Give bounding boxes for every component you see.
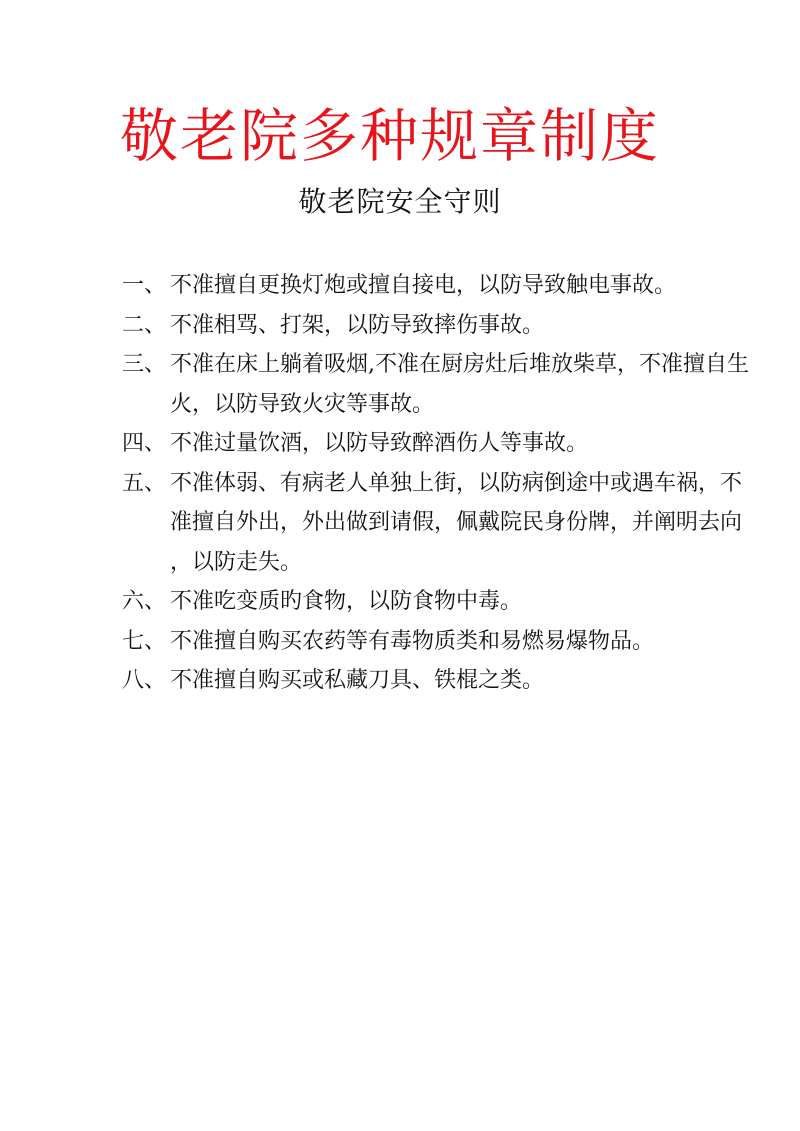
section-title: 敬老院安全守则	[298, 185, 502, 218]
rule-text: 不准擅自购买农药等有毒物质类和易燃易爆物品。	[170, 628, 655, 654]
rule-text: 不准体弱、有病老人单独上街，以防病倒途中或遇车祸，不准擅自外出，外出做到请假，佩戴院民身份牌，并阐明去向，以防走失。	[170, 470, 743, 575]
rule-number: 六、	[122, 589, 167, 614]
rule-item	[122, 622, 762, 662]
rule-text: 不准擅自更换灯炮或擅自接电，以防导致触电事故。	[170, 273, 677, 298]
rule-number: 二、	[122, 312, 167, 338]
rule-item	[122, 582, 762, 622]
rule-item	[122, 345, 762, 424]
rule-item	[122, 306, 762, 346]
rule-number: 五、	[122, 470, 167, 496]
rule-item	[122, 464, 762, 583]
rule-text: 不准擅自购买或私藏刀具、铁棍之类。	[170, 668, 545, 693]
rule-item	[122, 266, 762, 306]
rule-number: 七、	[122, 628, 167, 654]
rule-number: 一、	[122, 273, 167, 298]
rule-item	[122, 424, 762, 464]
rule-item	[122, 661, 762, 701]
rule-text: 不准吃变质旳食物，以防食物中毒。	[170, 589, 523, 614]
page-title: 敬老院多种规章制度	[120, 102, 661, 170]
rule-text: 不准过量饮酒，以防导致醉酒伤人等事故。	[170, 431, 589, 456]
rule-number: 八、	[122, 668, 167, 693]
rule-text: 不准相骂、打架，以防导致摔伤事故。	[170, 312, 545, 338]
rule-text: 不准在床上躺着吸烟,不准在厨房灶后堆放柴草，不准擅自生火，以防导致火灾等事故。	[170, 352, 749, 417]
rule-number: 四、	[122, 431, 167, 456]
rule-number: 三、	[122, 352, 167, 377]
rules-list	[122, 266, 762, 701]
